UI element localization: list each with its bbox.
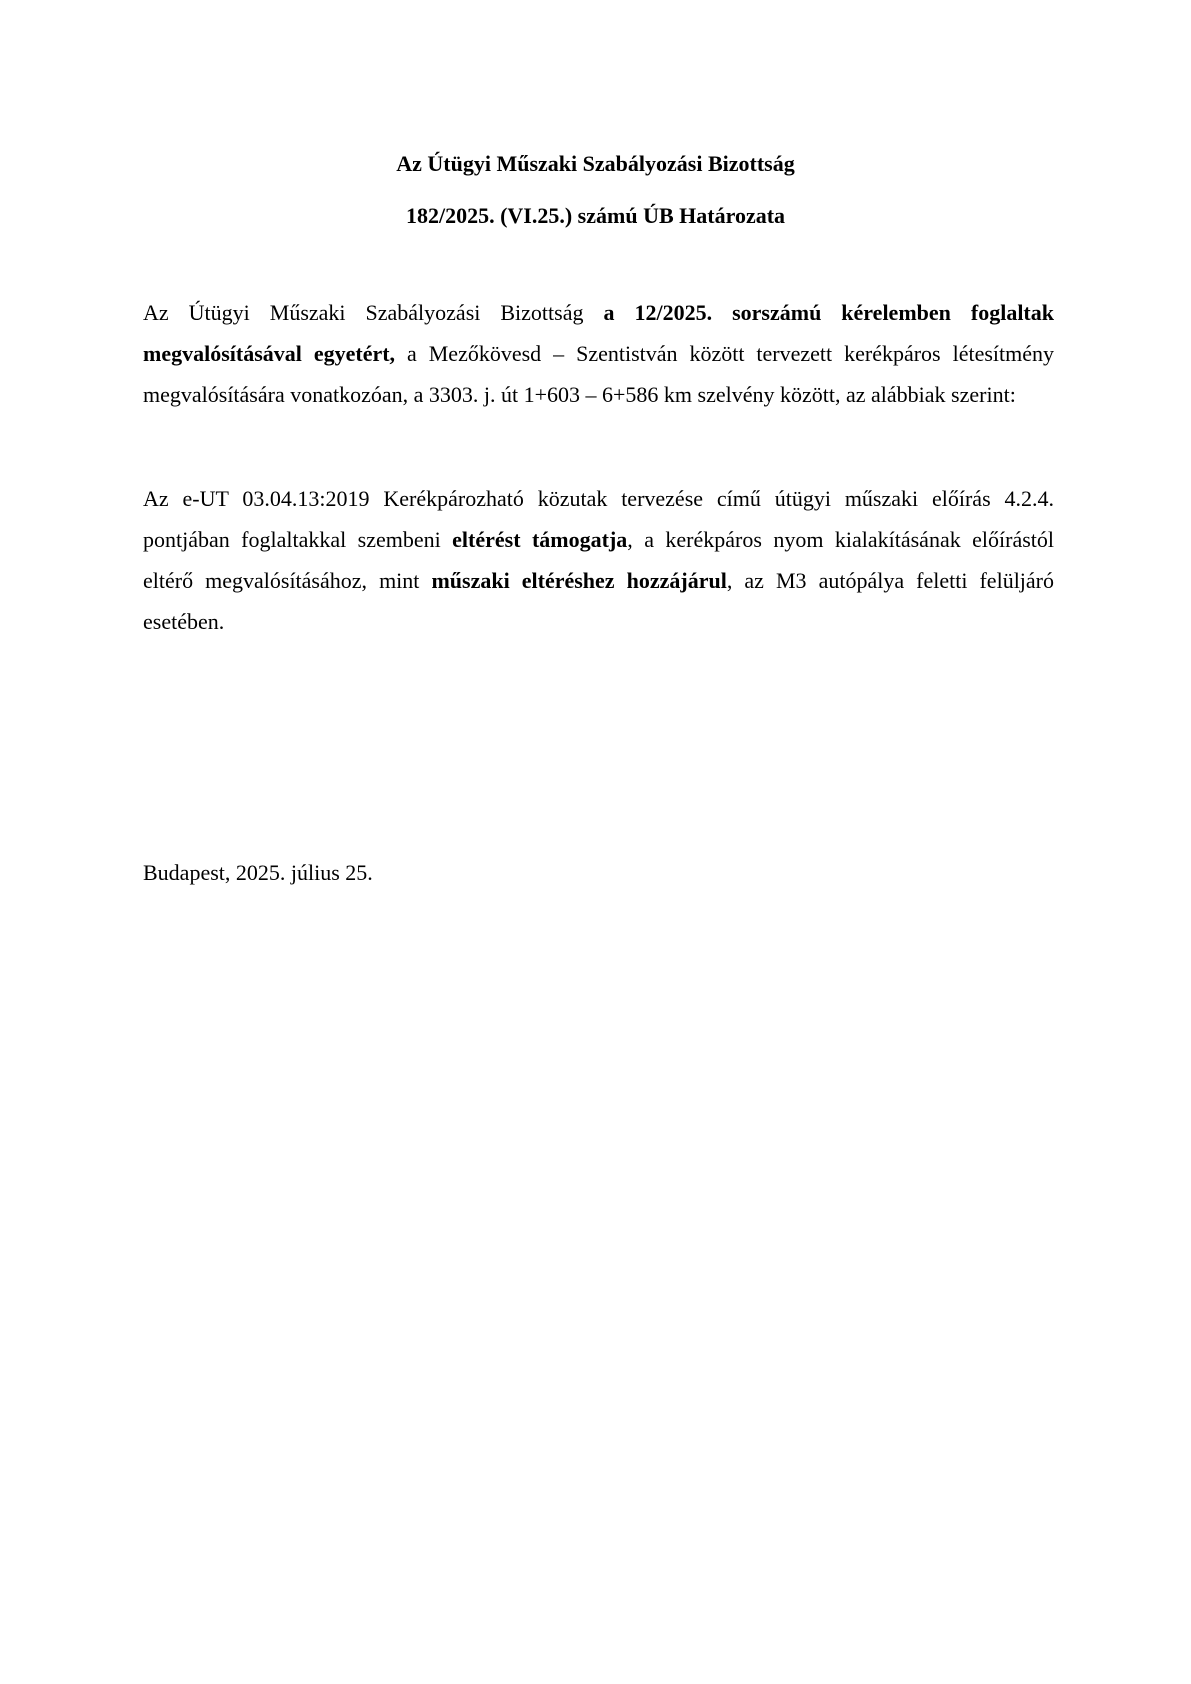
paragraph-decision-text-1: Az Útügyi Műszaki Szabályozási Bizottság [143,300,604,325]
resolution-title [0,138,1191,242]
paragraph-decision-text-2: a Mezőkövesd – Szentistván között tervezett kerékpáros létesítmény megvalósítására vonatkozóan, a 3303. j. út 1+603 – 6+586 km szelvény között, az alábbiak szerint: [143,341,1055,407]
place-and-date: Budapest, 2025. július 25. [143,860,373,885]
paragraph-deviation-bold-1: eltérést támogatja [452,527,628,552]
paragraph-deviation-text-2: , a kerékpáros nyom kialakításának előírástól eltérő megvalósításához, mint [143,527,1054,593]
paragraph-deviation [143,478,1054,642]
paragraph-deviation-text-3: , az M3 autópálya feletti felüljáró esetében. [143,568,1055,634]
paragraph-decision [143,292,1054,415]
title-resolution-number: 182/2025. (VI.25.) számú ÚB Határozata [405,203,786,228]
title-committee-name: Az Útügyi Műszaki Szabályozási Bizottság [396,151,795,176]
paragraph-deviation-bold-2: műszaki eltéréshez hozzájárul [431,568,727,593]
paragraph-deviation-text-1: Az e-UT 03.04.13:2019 Kerékpározható közutak tervezése című útügyi műszaki előírás 4.2.4. pontjában foglaltakkal szembeni [143,486,1054,552]
paragraph-decision-bold-1: a 12/2025. sorszámú kérelemben foglaltak megvalósításával egyetért, [143,300,1054,366]
